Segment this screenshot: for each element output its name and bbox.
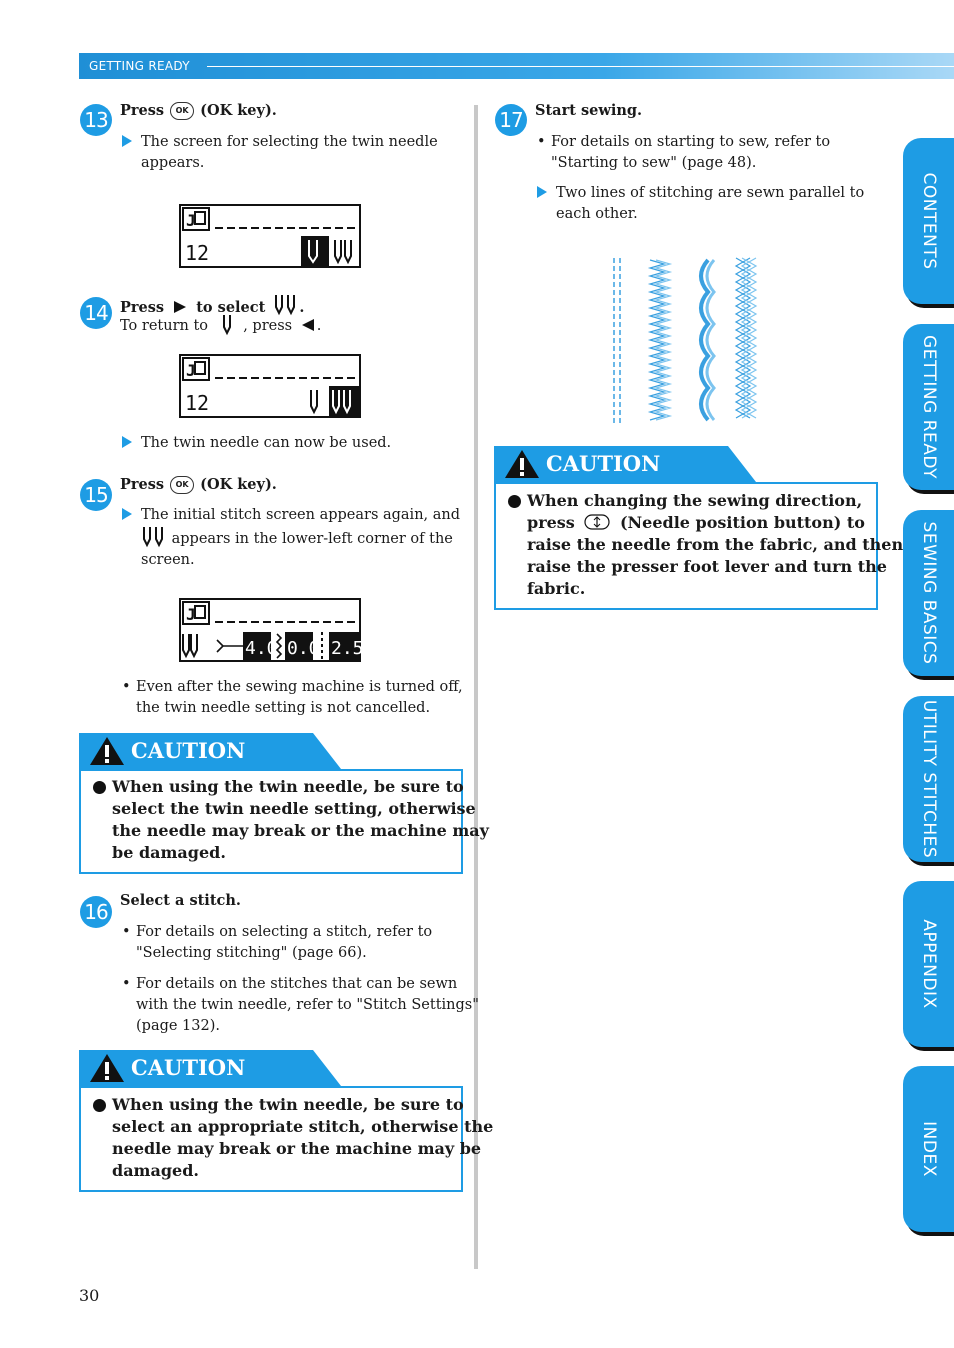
caution-1-line-3: the needle may break or the machine may (112, 821, 489, 840)
step-14-press-text: , press (243, 318, 293, 334)
caution-2-text (112, 1094, 493, 1182)
caution-3-text (527, 490, 903, 600)
page-number: 30 (79, 1286, 100, 1305)
step-15-title (120, 476, 277, 494)
warning-triangle-icon (89, 1053, 125, 1083)
tab-index-label: INDEX (918, 1121, 939, 1177)
twin-needle-icon (273, 294, 299, 316)
step-14-title-press: Press (120, 299, 165, 316)
step-13-result-text: The screen for selecting the twin needle (141, 134, 438, 150)
bullet-icon: • (122, 679, 131, 695)
lcd-width-value: 4.0 (245, 638, 278, 659)
tab-utility-stitches[interactable] (903, 696, 954, 862)
lcd-length-value: 2.5 (331, 638, 364, 659)
tab-sewing-basics[interactable] (903, 510, 954, 676)
step-16-b1-text: For details on selecting a stitch, refer to (136, 924, 433, 940)
ok-key-icon: OK (170, 102, 194, 120)
lcd2-stitch-number: 12 (185, 391, 210, 415)
lcd-screen-graphic-3 (181, 600, 364, 660)
step-number-15: 15 (80, 479, 112, 511)
tab-contents[interactable] (903, 138, 954, 304)
step-17-result (537, 183, 864, 225)
caution-1-line-4: be damaged. (112, 843, 226, 862)
step-15-note (122, 677, 463, 719)
caution-3-line-2b: (Needle position button) to (619, 513, 865, 532)
left-arrow-key-icon (301, 319, 315, 331)
step-14-title-select: to select (196, 299, 266, 316)
caution-2-line-3: needle may break or the machine may be (112, 1139, 482, 1158)
step-16-b2-text3: (page 132). (136, 1018, 220, 1034)
caution-1-line-2: select the twin needle setting, otherwise (112, 799, 476, 818)
bullet-dot-icon (93, 1099, 106, 1112)
bullet-dot-icon (508, 495, 521, 508)
step-15-title-press: Press (120, 476, 165, 493)
step-16-b2-text: For details on the stitches that can be sewn (136, 976, 458, 992)
tab-appendix-label: APPENDIX (918, 919, 939, 1009)
right-arrow-key-icon (173, 301, 187, 313)
caution-box-2 (79, 1086, 494, 1192)
caution-box-3 (494, 482, 904, 610)
svg-text:J: J (186, 211, 196, 230)
tab-utility-stitches-label: UTILITY STITCHES (918, 699, 939, 859)
svg-text:J: J (186, 361, 196, 380)
step-14-result (122, 433, 391, 454)
caution-3-line-5: fabric. (527, 579, 586, 598)
warning-triangle-icon (504, 449, 540, 479)
lcd-screen-initial-stitch (179, 598, 364, 662)
bullet-icon: • (537, 134, 546, 150)
caution-2-line-1: When using the twin needle, be sure to (112, 1095, 464, 1114)
bullet-icon: • (122, 924, 131, 940)
step-13-title (120, 102, 277, 120)
result-arrow-icon (537, 186, 547, 198)
step-17-result-text2: each other. (556, 206, 638, 222)
header-rule (207, 66, 954, 67)
result-arrow-icon (122, 436, 132, 448)
bullet-icon: • (122, 976, 131, 992)
step-15-result-text: The initial stitch screen appears again, and (141, 507, 461, 523)
caution-header-3 (494, 446, 756, 482)
caution-label: CAUTION (546, 451, 661, 476)
step-15-result-text2: appears in the lower-left corner of the (171, 531, 453, 547)
caution-label: CAUTION (131, 738, 246, 763)
lcd-screen-twin-selected (179, 354, 361, 418)
lcd-screen-graphic (181, 206, 359, 266)
caution-1-line-1: When using the twin needle, be sure to (112, 777, 464, 796)
caution-3-line-3: raise the needle from the fabric, and then (527, 535, 904, 554)
single-needle-icon (221, 314, 235, 336)
section-header-band (79, 53, 954, 79)
tab-contents-label: CONTENTS (918, 172, 939, 270)
step-14-result-text: The twin needle can now be used. (141, 435, 392, 451)
step-17-result-text: Two lines of stitching are sewn parallel to (556, 185, 865, 201)
section-title: GETTING READY (89, 59, 190, 73)
step-15-note-text: Even after the sewing machine is turned off, (136, 679, 463, 695)
caution-3-line-4: raise the presser foot lever and turn the (527, 557, 887, 576)
step-14-title: Press to select . (120, 294, 304, 316)
result-arrow-icon (122, 135, 132, 147)
step-number-17: 17 (495, 104, 527, 136)
caution-header-1 (79, 733, 341, 769)
ok-key-icon: OK (170, 476, 194, 494)
tab-getting-ready[interactable] (903, 324, 954, 490)
lcd-screen-graphic-2 (181, 356, 359, 416)
result-arrow-icon (122, 508, 132, 520)
step-number-13: 13 (80, 104, 112, 136)
caution-2-line-2: select an appropriate stitch, otherwise the (112, 1117, 494, 1136)
step-14-return-text: To return to (120, 318, 208, 334)
step-16-title: Select a stitch. (120, 892, 241, 909)
caution-3-press: press (527, 513, 575, 532)
lcd-stitch-number: 12 (185, 241, 210, 265)
bullet-dot-icon (93, 781, 106, 794)
lcd-screen-needle-select (179, 204, 361, 268)
step-17-title: Start sewing. (535, 102, 643, 119)
step-13-title-press: Press (120, 102, 165, 119)
svg-text:J: J (186, 605, 196, 624)
step-15-result (122, 505, 460, 571)
step-15-title-okkey: (OK key). (200, 476, 277, 493)
tab-index[interactable] (903, 1066, 954, 1232)
step-16-b2-text2: with the twin needle, refer to "Stitch Settings" (136, 997, 479, 1013)
step-13-result-text2: appears. (141, 155, 205, 171)
step-17-b1-text2: "Starting to sew" (page 48). (551, 155, 757, 171)
step-14-return-line: To return to , press . (120, 314, 321, 337)
caution-header-2 (79, 1050, 341, 1086)
tab-appendix[interactable] (903, 881, 954, 1047)
twin-needle-icon (141, 526, 167, 548)
caution-2-line-4: damaged. (112, 1161, 199, 1180)
warning-triangle-icon (89, 736, 125, 766)
tab-sewing-basics-label: SEWING BASICS (918, 521, 939, 665)
step-17-bullet-1 (537, 132, 830, 174)
needle-position-button-icon (584, 514, 610, 530)
caution-box-1 (79, 769, 489, 874)
step-15-result-text3: screen. (141, 552, 195, 568)
step-16-bullet-2 (122, 974, 479, 1037)
tab-getting-ready-label: GETTING READY (918, 335, 939, 479)
step-16-bullet-1 (122, 922, 432, 964)
lcd-position-value: 0.0 (287, 638, 320, 659)
step-15-note-text2: the twin needle setting is not cancelled. (136, 700, 431, 716)
caution-1-text (112, 776, 489, 864)
caution-label: CAUTION (131, 1055, 246, 1080)
twin-stitch-samples-illustration (608, 256, 764, 426)
caution-3-line-1: When changing the sewing direction, (527, 491, 863, 510)
step-16-b1-text2: "Selecting stitching" (page 66). (136, 945, 367, 961)
step-13-title-okkey: (OK key). (200, 102, 277, 119)
step-number-16: 16 (80, 896, 112, 928)
step-number-14: 14 (80, 297, 112, 329)
step-17-b1-text: For details on starting to sew, refer to (551, 134, 831, 150)
step-13-result (122, 132, 438, 174)
